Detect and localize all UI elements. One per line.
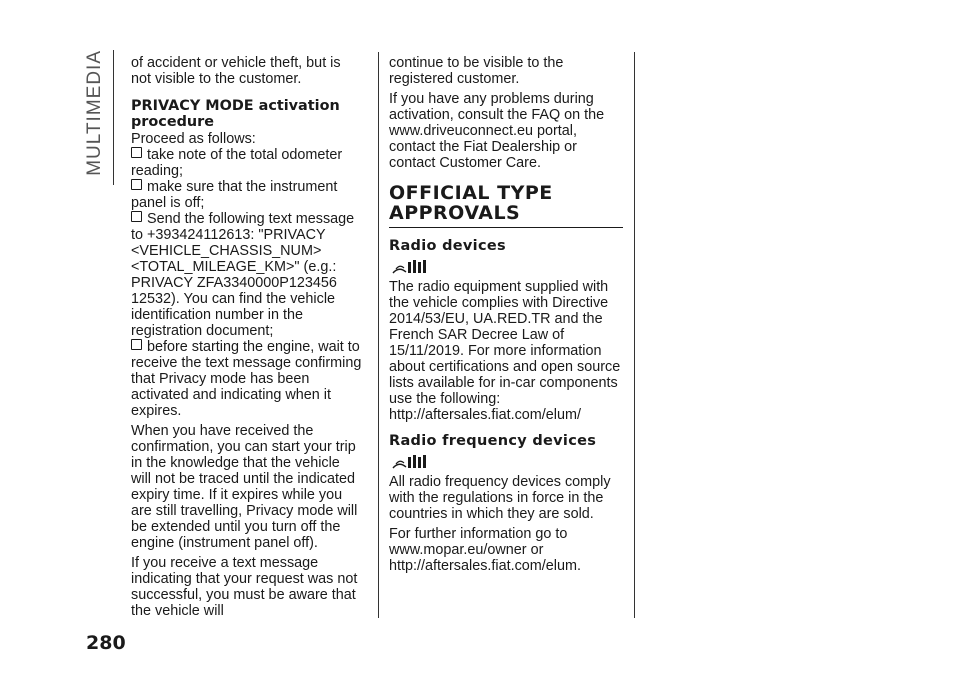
section-label-text: MULTIMEDIA (84, 50, 105, 176)
checkbox-bullet-icon (131, 179, 142, 190)
radio-frequency-text-2: For further information go to www.mopar.eu/owner or http://aftersales.fiat.com/elum. (389, 526, 581, 574)
checkbox-bullet-icon (131, 147, 142, 158)
radio-devices-title: Radio devices (389, 238, 506, 254)
failure-paragraph: If you receive a text message indicating that your request was not successful, you must be aware that the vehicle will (131, 555, 358, 619)
side-divider (113, 50, 114, 185)
radio-book-icon (390, 453, 430, 471)
list-item: take note of the total odometer reading; (131, 147, 343, 179)
checkbox-bullet-icon (131, 339, 142, 350)
privacy-mode-heading: PRIVACY MODE activation procedure (131, 98, 340, 130)
list-item: before starting the engine, wait to receive the text message confirming that Privacy mode has been activated and indicating when it expires. (131, 339, 362, 419)
support-paragraph: If you have any problems during activation, consult the FAQ on the www.driveuconnect.eu portal, contact the Fiat Dealership or contact Customer Care. (389, 91, 605, 171)
left-column (131, 55, 363, 623)
intro-paragraph: of accident or vehicle theft, but is not visible to the customer. (131, 55, 341, 87)
continued-paragraph: continue to be visible to the registered customer. (389, 55, 564, 87)
radio-frequency-text-1: All radio frequency devices comply with the regulations in force in the countries in which they are sold. (389, 474, 611, 522)
confirmation-paragraph: When you have received the confirmation, you can start your trip in the knowledge that the vehicle will not be traced until the indicated expiry time. If it expires while you are still travelling, Privacy mode will be extended until you turn off the engine (instrument panel off). (131, 423, 358, 551)
page-number: 280 (86, 632, 126, 654)
section-side-label (84, 50, 106, 190)
list-item: Send the following text message to +393424112613: "PRIVACY <VEHICLE_CHASSIS_NUM> <TOTAL_MILEAGE_KM>" (e.g.: PRIVACY ZFA3340000P123456 12532). You can find the vehicle identification number in the registration document; (131, 211, 355, 339)
checkbox-bullet-icon (131, 211, 142, 222)
column-divider-right (634, 52, 635, 618)
column-divider-left (378, 52, 379, 618)
radio-frequency-devices-title: Radio frequency devices (389, 433, 597, 449)
right-column (389, 55, 623, 578)
lead-text: Proceed as follows: (131, 131, 256, 147)
list-item: make sure that the instrument panel is off; (131, 179, 338, 211)
official-type-approvals-title: OFFICIAL TYPE APPROVALS (389, 183, 623, 228)
radio-devices-text: The radio equipment supplied with the vehicle complies with Directive 2014/53/EU, UA.RED.TR and the French SAR Decree Law of 15/11/2019. For more information about certifications and open source lists available for in-car components use the following: http://aftersales.fiat.com/elum/ (389, 279, 621, 423)
radio-book-icon (390, 258, 430, 276)
